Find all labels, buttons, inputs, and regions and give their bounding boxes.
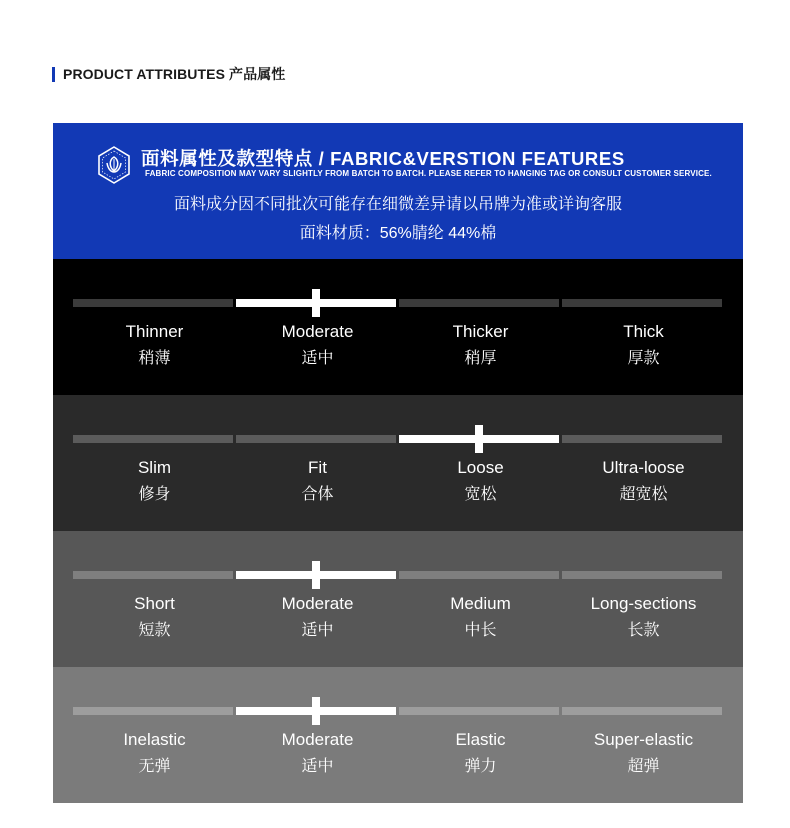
option-label-en: Short (134, 594, 175, 613)
option-label-en: Fit (308, 458, 327, 477)
option-label-en: Slim (137, 458, 172, 477)
slider-segment (562, 571, 722, 579)
slider-thumb (312, 697, 320, 725)
slider-track (73, 571, 723, 579)
header-title: 面料属性及款型特点 / FABRIC&VERSTION FEATURES (141, 148, 625, 169)
option-label-cn: 厚款 (627, 350, 660, 367)
slider-segment (562, 435, 722, 443)
slider-track (73, 435, 723, 443)
option-label-en: Long-sections (590, 594, 697, 613)
section-title (52, 64, 285, 84)
slider-thumb (312, 561, 320, 589)
option-label-en: Moderate (281, 322, 354, 341)
slider-segment (73, 299, 233, 307)
attribute-row-elasticity (53, 667, 743, 803)
slider-track (73, 299, 723, 307)
option-label-cn: 合体 (301, 486, 334, 503)
option-label-cn: 长款 (627, 622, 660, 639)
slider-segment (562, 299, 722, 307)
option-label-cn: 修身 (138, 486, 171, 503)
title-accent-bar (52, 67, 55, 82)
option-label-en: Inelastic (123, 730, 186, 749)
header-material: 面料材质：56%腈纶 44%棉 (299, 225, 497, 242)
slider-segment (73, 571, 233, 579)
option-label-en: Ultra-loose (602, 458, 685, 477)
option-label-en: Super-elastic (593, 730, 694, 749)
slider-thumb (312, 289, 320, 317)
slider-track (73, 707, 723, 715)
option-label-en: Medium (450, 594, 511, 613)
slider-segment (399, 571, 559, 579)
slider-segment (73, 707, 233, 715)
slider-segment (562, 707, 722, 715)
option-label-cn: 短款 (138, 622, 171, 639)
option-label-en: Thick (623, 322, 664, 341)
option-label-en: Moderate (281, 594, 354, 613)
option-label-cn: 适中 (301, 622, 334, 639)
fabric-badge-icon (96, 145, 132, 185)
option-label-en: Thicker (452, 322, 509, 341)
option-label-cn: 宽松 (464, 486, 497, 503)
option-label-en: Loose (457, 458, 504, 477)
slider-segment (399, 299, 559, 307)
option-label-cn: 稍薄 (138, 350, 171, 367)
slider-segment (236, 435, 396, 443)
option-label-en: Thinner (125, 322, 184, 341)
option-label-en: Moderate (281, 730, 354, 749)
option-label-cn: 适中 (301, 350, 334, 367)
option-label-cn: 无弹 (138, 758, 171, 775)
option-label-cn: 中长 (464, 622, 497, 639)
header-subtitle: FABRIC COMPOSITION MAY VARY SLIGHTLY FROM BATCH TO BATCH. PLEASE REFER TO HANGING TAG OR CONSULT CUSTOMER SERVICE. (145, 169, 712, 178)
slider-thumb (475, 425, 483, 453)
section-title-text: PRODUCT ATTRIBUTES 产品属性 (63, 66, 286, 82)
attributes-panel (53, 123, 743, 802)
attribute-row-fit (53, 395, 743, 531)
slider-segment (399, 707, 559, 715)
panel-header (53, 123, 743, 259)
option-label-cn: 弹力 (464, 758, 497, 775)
option-label-cn: 超弹 (627, 758, 660, 775)
option-label-cn: 超宽松 (619, 486, 668, 503)
attribute-row-length (53, 531, 743, 667)
attribute-row-thickness (53, 259, 743, 395)
header-notice: 面料成分因不同批次可能存在细微差异请以吊牌为准或详询客服 (173, 196, 622, 213)
option-label-cn: 稍厚 (464, 350, 497, 367)
option-label-cn: 适中 (301, 758, 334, 775)
option-label-en: Elastic (455, 730, 506, 749)
slider-segment (73, 435, 233, 443)
